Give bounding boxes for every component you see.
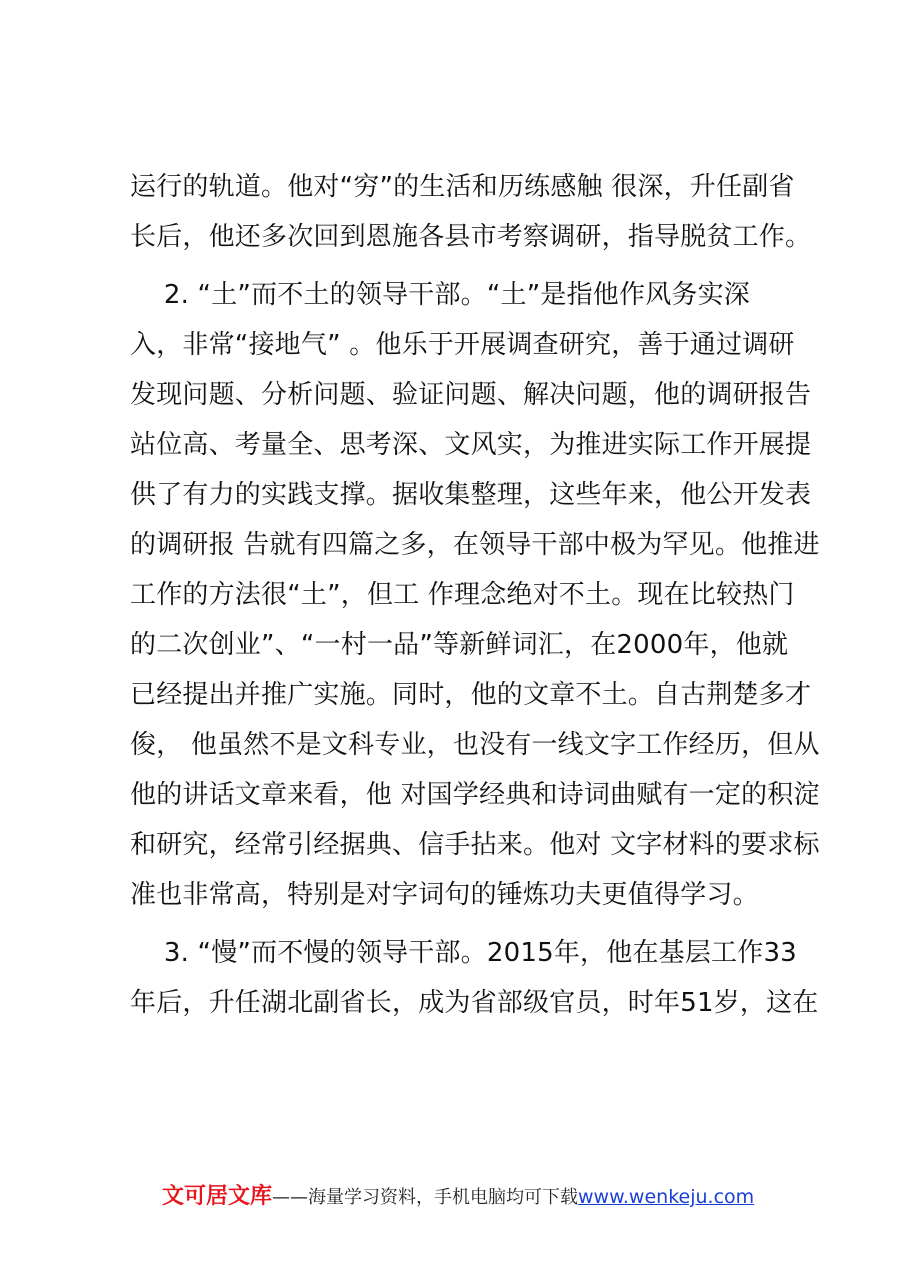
text-line: 工作的方法很“土”，但工 作理念绝对不土。现在比较热门 bbox=[130, 580, 795, 610]
text-line: 发现问题、分析问题、验证问题、解决问题，他的调研报告 bbox=[130, 380, 812, 410]
text-line: 年后，升任湖北副省长，成为省部级官员，时年51岁，这在 bbox=[130, 988, 819, 1018]
text-line: 准也非常高，特别是对字词句的锤炼功夫更值得学习。 bbox=[130, 880, 759, 910]
footer-website-link[interactable]: www.wenkeju.com bbox=[578, 1186, 755, 1208]
text-line: 的二次创业”、“一村一品”等新鲜词汇，在2000年，他就 bbox=[130, 630, 789, 660]
document-body bbox=[130, 162, 820, 1028]
text-line: 和研究，经常引经据典、信手拈来。他对 文字材料的要求标 bbox=[130, 830, 820, 860]
paragraph-gap bbox=[130, 920, 790, 928]
footer-tagline: ——海量学习资料，手机电脑均可下载 bbox=[272, 1187, 579, 1208]
text-line: 的调研报 告就有四篇之多，在领导干部中极为罕见。他推进 bbox=[130, 530, 820, 560]
footer-brand: 文可居文库 bbox=[162, 1184, 273, 1209]
text-line: 他的讲话文章来看，他 对国学经典和诗词曲赋有一定的积淀 bbox=[130, 780, 820, 810]
text-line: 站位高、考量全、思考深、文风实，为推进实际工作开展提 bbox=[130, 430, 812, 460]
text-line: 入，非常“接地气” 。他乐于开展调查研究，善于通过调研 bbox=[130, 330, 795, 360]
page-footer bbox=[162, 1182, 754, 1213]
paragraph-gap bbox=[130, 262, 790, 270]
text-line: 已经提出并推广实施。同时，他的文章不土。自古荆楚多才 bbox=[130, 680, 812, 710]
text-line: 长后，他还多次回到恩施各县市考察调研，指导脱贫工作。 bbox=[130, 222, 812, 252]
text-line: 俊， 他虽然不是文科专业，也没有一线文字工作经历，但从 bbox=[130, 730, 820, 760]
text-line: 3. “慢”而不慢的领导干部。2015年，他在基层工作33 bbox=[130, 938, 797, 968]
text-line: 2. “土”而不土的领导干部。“土”是指他作风务实深 bbox=[130, 280, 751, 310]
text-line: 供了有力的实践支撑。据收集整理，这些年来，他公开发表 bbox=[130, 480, 812, 510]
text-line: 运行的轨道。他对“穷”的生活和历练感触 很深，升任副省 bbox=[130, 172, 795, 202]
